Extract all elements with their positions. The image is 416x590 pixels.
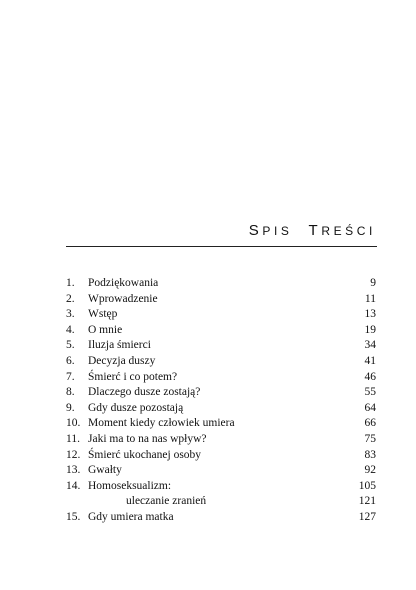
heading-word-1 <box>249 224 293 238</box>
toc-title: Śmierć i co potem? <box>88 370 178 383</box>
toc-title: Homoseksualizm: <box>88 479 172 492</box>
toc-page: 13 <box>364 308 376 321</box>
toc-title: Wstęp <box>88 308 118 321</box>
toc-row <box>66 338 377 354</box>
toc-page: 55 <box>364 386 376 399</box>
toc-number: 3. <box>66 308 75 321</box>
toc-page: 64 <box>364 401 376 414</box>
toc-page: 46 <box>364 370 376 383</box>
toc-title: Podziękowania <box>88 277 159 289</box>
toc-list <box>66 276 377 526</box>
toc-row-continuation <box>66 494 377 510</box>
toc-title: Decyzja duszy <box>88 354 156 367</box>
toc-number: 8. <box>66 386 75 399</box>
toc-row <box>66 292 377 308</box>
toc-row <box>66 307 377 323</box>
toc-page: 11 <box>364 292 376 305</box>
toc-number: 12. <box>66 448 81 461</box>
toc-title: Śmierć ukochanej osoby <box>88 448 202 461</box>
heading-word-2 <box>309 224 376 238</box>
toc-row <box>66 354 377 370</box>
toc-row <box>66 276 377 292</box>
toc-page: 121 <box>358 495 376 508</box>
toc-page: 105 <box>358 479 376 492</box>
toc-title: uleczanie zranień <box>126 495 207 508</box>
toc-page: 9 <box>370 277 376 289</box>
toc-heading <box>249 222 376 239</box>
toc-title: Gdy umiera matka <box>88 510 174 523</box>
toc-row <box>66 401 377 417</box>
toc-title: Wprowadzenie <box>88 292 158 305</box>
toc-number: 11. <box>66 432 80 445</box>
toc-title: Dlaczego dusze zostają? <box>88 386 201 399</box>
toc-page: 66 <box>364 417 376 430</box>
toc-page: 34 <box>364 339 376 352</box>
toc-title: Gwałty <box>88 464 122 477</box>
heading-word-2-initial: T <box>308 222 322 239</box>
toc-page: 92 <box>364 464 376 477</box>
toc-row <box>66 370 377 386</box>
toc-number: 2. <box>66 292 75 305</box>
toc-number: 4. <box>66 323 75 336</box>
toc-number: 5. <box>66 339 75 352</box>
toc-number: 9. <box>66 401 75 414</box>
toc-page: 19 <box>364 323 376 336</box>
heading-word-2-rest: REŚCI <box>321 224 376 238</box>
toc-row <box>66 385 377 401</box>
toc-number: 13. <box>66 464 81 477</box>
toc-number: 10. <box>66 417 81 430</box>
toc-title: Gdy dusze pozostają <box>88 401 184 414</box>
toc-row <box>66 463 377 479</box>
toc-row <box>66 448 377 464</box>
toc-page: 83 <box>364 448 376 461</box>
heading-word-1-rest: PIS <box>262 224 293 238</box>
heading-word-1-initial: S <box>248 222 263 239</box>
toc-row <box>66 416 377 432</box>
toc-title: Iluzja śmierci <box>88 339 151 352</box>
toc-number: 14. <box>66 479 81 492</box>
toc-number: 15. <box>66 510 81 523</box>
toc-page: 41 <box>364 354 376 367</box>
toc-number: 1. <box>66 277 75 289</box>
toc-page: 75 <box>364 432 376 445</box>
toc-row <box>66 323 377 339</box>
toc-row <box>66 479 377 495</box>
toc-row <box>66 510 377 526</box>
toc-row <box>66 432 377 448</box>
heading-rule <box>66 246 377 247</box>
toc-number: 6. <box>66 354 75 367</box>
toc-title: Moment kiedy człowiek umiera <box>88 417 235 430</box>
toc-number: 7. <box>66 370 75 383</box>
toc-title: O mnie <box>88 323 123 336</box>
toc-title: Jaki ma to na nas wpływ? <box>88 432 207 445</box>
toc-page: 127 <box>358 510 376 523</box>
